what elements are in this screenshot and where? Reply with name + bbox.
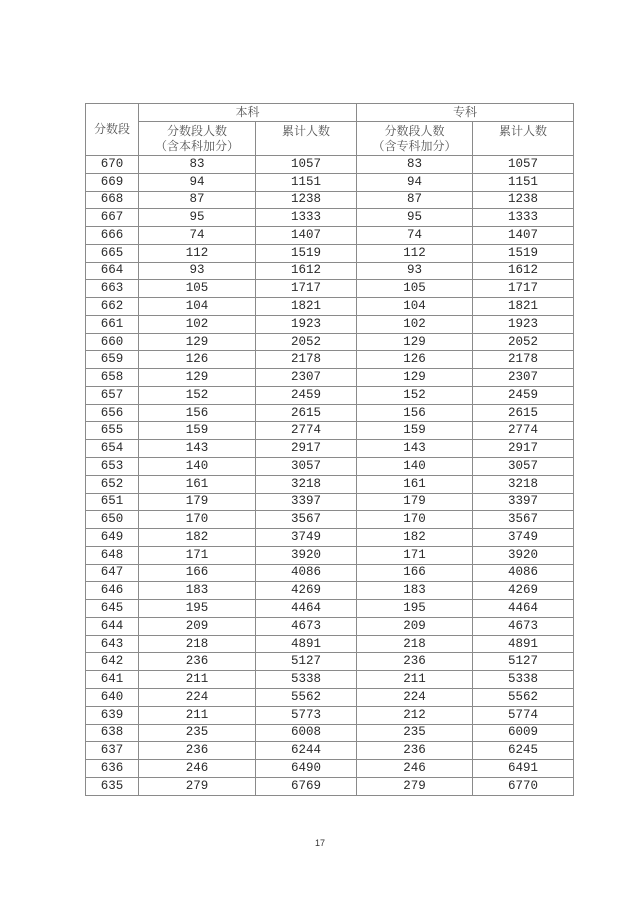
cell-score-band: 643 [86, 635, 139, 653]
cell-junior-count: 224 [357, 688, 473, 706]
cell-junior-cumulative: 3218 [473, 475, 574, 493]
cell-score-band: 668 [86, 191, 139, 209]
cell-undergrad-cumulative: 2178 [256, 351, 357, 369]
cell-junior-cumulative: 2774 [473, 422, 574, 440]
cell-junior-cumulative: 1519 [473, 244, 574, 262]
header-junior-count [357, 122, 473, 156]
cell-junior-cumulative: 2178 [473, 351, 574, 369]
header-junior-count-line1: 分数段人数 [384, 123, 445, 138]
cell-undergrad-cumulative: 2615 [256, 404, 357, 422]
table-row [86, 582, 574, 600]
cell-undergrad-count: 236 [139, 653, 256, 671]
cell-score-band: 650 [86, 511, 139, 529]
cell-undergrad-cumulative: 1151 [256, 173, 357, 191]
cell-undergrad-cumulative: 4891 [256, 635, 357, 653]
cell-undergrad-count: 209 [139, 617, 256, 635]
cell-junior-cumulative: 3397 [473, 493, 574, 511]
cell-undergrad-count: 246 [139, 760, 256, 778]
cell-junior-cumulative: 5774 [473, 706, 574, 724]
cell-undergrad-cumulative: 4673 [256, 617, 357, 635]
cell-undergrad-count: 224 [139, 688, 256, 706]
cell-undergrad-cumulative: 3567 [256, 511, 357, 529]
cell-junior-cumulative: 1717 [473, 280, 574, 298]
header-undergrad-cumulative [256, 122, 357, 156]
cell-undergrad-count: 166 [139, 564, 256, 582]
header-score-band: 分数段 [86, 104, 139, 156]
cell-undergrad-cumulative: 5773 [256, 706, 357, 724]
table-row [86, 262, 574, 280]
cell-junior-cumulative: 1238 [473, 191, 574, 209]
cell-undergrad-count: 140 [139, 458, 256, 476]
header-junior-cumulative [473, 122, 574, 156]
cell-junior-count: 209 [357, 617, 473, 635]
cell-junior-cumulative: 1923 [473, 315, 574, 333]
cell-junior-cumulative: 3749 [473, 529, 574, 547]
cell-score-band: 664 [86, 262, 139, 280]
cell-undergrad-count: 170 [139, 511, 256, 529]
header-undergrad-group: 本科 [139, 104, 357, 122]
cell-undergrad-cumulative: 6244 [256, 742, 357, 760]
cell-undergrad-count: 74 [139, 227, 256, 245]
table-row [86, 386, 574, 404]
table-row [86, 493, 574, 511]
cell-undergrad-cumulative: 5338 [256, 671, 357, 689]
cell-score-band: 635 [86, 777, 139, 795]
cell-junior-count: 279 [357, 777, 473, 795]
cell-undergrad-count: 183 [139, 582, 256, 600]
cell-score-band: 658 [86, 369, 139, 387]
cell-undergrad-cumulative: 1057 [256, 156, 357, 174]
cell-junior-count: 235 [357, 724, 473, 742]
cell-undergrad-cumulative: 2052 [256, 333, 357, 351]
cell-junior-cumulative: 6245 [473, 742, 574, 760]
header-spacer [256, 139, 356, 154]
cell-undergrad-cumulative: 4269 [256, 582, 357, 600]
cell-junior-cumulative: 6491 [473, 760, 574, 778]
cell-junior-count: 183 [357, 582, 473, 600]
table-row [86, 369, 574, 387]
cell-undergrad-cumulative: 6008 [256, 724, 357, 742]
cell-undergrad-cumulative: 3057 [256, 458, 357, 476]
cell-junior-count: 182 [357, 529, 473, 547]
cell-junior-count: 212 [357, 706, 473, 724]
cell-score-band: 666 [86, 227, 139, 245]
cell-score-band: 645 [86, 600, 139, 618]
table-row [86, 315, 574, 333]
table-row [86, 209, 574, 227]
cell-score-band: 638 [86, 724, 139, 742]
header-undergrad-cumulative-label: 累计人数 [282, 123, 331, 138]
table-row [86, 244, 574, 262]
cell-undergrad-cumulative: 4464 [256, 600, 357, 618]
cell-undergrad-cumulative: 6769 [256, 777, 357, 795]
table-row [86, 280, 574, 298]
table-body [86, 156, 574, 796]
table-row [86, 227, 574, 245]
cell-junior-cumulative: 4086 [473, 564, 574, 582]
table-row [86, 742, 574, 760]
cell-score-band: 662 [86, 298, 139, 316]
cell-undergrad-count: 83 [139, 156, 256, 174]
cell-junior-cumulative: 2615 [473, 404, 574, 422]
cell-undergrad-cumulative: 4086 [256, 564, 357, 582]
cell-junior-count: 211 [357, 671, 473, 689]
cell-junior-count: 129 [357, 333, 473, 351]
table-row [86, 351, 574, 369]
cell-score-band: 651 [86, 493, 139, 511]
cell-junior-cumulative: 2307 [473, 369, 574, 387]
cell-score-band: 640 [86, 688, 139, 706]
cell-score-band: 648 [86, 546, 139, 564]
cell-undergrad-count: 129 [139, 369, 256, 387]
cell-junior-cumulative: 4891 [473, 635, 574, 653]
header-undergrad-count-line1: 分数段人数 [166, 123, 227, 138]
cell-score-band: 669 [86, 173, 139, 191]
cell-undergrad-cumulative: 1612 [256, 262, 357, 280]
cell-undergrad-cumulative: 2917 [256, 440, 357, 458]
cell-junior-count: 195 [357, 600, 473, 618]
cell-junior-cumulative: 4673 [473, 617, 574, 635]
cell-junior-cumulative: 3920 [473, 546, 574, 564]
cell-score-band: 653 [86, 458, 139, 476]
cell-undergrad-count: 195 [139, 600, 256, 618]
cell-junior-count: 166 [357, 564, 473, 582]
cell-junior-count: 112 [357, 244, 473, 262]
cell-undergrad-cumulative: 1717 [256, 280, 357, 298]
cell-undergrad-cumulative: 1821 [256, 298, 357, 316]
header-undergrad-count [139, 122, 256, 156]
cell-junior-count: 170 [357, 511, 473, 529]
cell-junior-count: 152 [357, 386, 473, 404]
cell-junior-cumulative: 2052 [473, 333, 574, 351]
cell-undergrad-count: 236 [139, 742, 256, 760]
cell-score-band: 654 [86, 440, 139, 458]
table-row [86, 440, 574, 458]
cell-junior-cumulative: 2459 [473, 386, 574, 404]
cell-junior-cumulative: 1821 [473, 298, 574, 316]
cell-undergrad-cumulative: 3749 [256, 529, 357, 547]
cell-score-band: 637 [86, 742, 139, 760]
cell-undergrad-cumulative: 1519 [256, 244, 357, 262]
cell-undergrad-cumulative: 1333 [256, 209, 357, 227]
cell-junior-cumulative: 1612 [473, 262, 574, 280]
cell-undergrad-count: 279 [139, 777, 256, 795]
cell-undergrad-count: 93 [139, 262, 256, 280]
table-row [86, 760, 574, 778]
cell-undergrad-cumulative: 1238 [256, 191, 357, 209]
cell-junior-cumulative: 3057 [473, 458, 574, 476]
cell-undergrad-count: 143 [139, 440, 256, 458]
cell-junior-count: 93 [357, 262, 473, 280]
table-row [86, 564, 574, 582]
table-row [86, 173, 574, 191]
table-row [86, 475, 574, 493]
cell-undergrad-count: 171 [139, 546, 256, 564]
cell-junior-count: 74 [357, 227, 473, 245]
table-row [86, 706, 574, 724]
table-row [86, 422, 574, 440]
cell-undergrad-cumulative: 5127 [256, 653, 357, 671]
cell-undergrad-cumulative: 2307 [256, 369, 357, 387]
table-row [86, 635, 574, 653]
cell-junior-count: 161 [357, 475, 473, 493]
cell-junior-cumulative: 6770 [473, 777, 574, 795]
table-row [86, 777, 574, 795]
cell-undergrad-cumulative: 6490 [256, 760, 357, 778]
cell-junior-count: 95 [357, 209, 473, 227]
cell-junior-cumulative: 1057 [473, 156, 574, 174]
header-undergrad-count-line2: （含本科加分） [154, 138, 239, 153]
cell-undergrad-count: 211 [139, 706, 256, 724]
cell-undergrad-count: 129 [139, 333, 256, 351]
cell-junior-count: 94 [357, 173, 473, 191]
cell-junior-count: 83 [357, 156, 473, 174]
cell-junior-cumulative: 1407 [473, 227, 574, 245]
cell-junior-count: 236 [357, 742, 473, 760]
cell-score-band: 642 [86, 653, 139, 671]
cell-undergrad-count: 211 [139, 671, 256, 689]
cell-junior-cumulative: 6009 [473, 724, 574, 742]
cell-junior-cumulative: 4269 [473, 582, 574, 600]
cell-undergrad-count: 126 [139, 351, 256, 369]
cell-junior-count: 156 [357, 404, 473, 422]
cell-undergrad-count: 112 [139, 244, 256, 262]
cell-undergrad-count: 87 [139, 191, 256, 209]
cell-undergrad-cumulative: 2459 [256, 386, 357, 404]
page-number: 17 [314, 838, 325, 848]
cell-junior-count: 179 [357, 493, 473, 511]
cell-score-band: 655 [86, 422, 139, 440]
cell-score-band: 636 [86, 760, 139, 778]
cell-junior-count: 143 [357, 440, 473, 458]
header-row-groups [86, 104, 574, 122]
cell-junior-cumulative: 5338 [473, 671, 574, 689]
header-junior-count-line2: （含专科加分） [372, 138, 457, 153]
header-row-columns [86, 122, 574, 156]
cell-undergrad-cumulative: 3920 [256, 546, 357, 564]
cell-score-band: 649 [86, 529, 139, 547]
cell-junior-count: 171 [357, 546, 473, 564]
cell-junior-count: 218 [357, 635, 473, 653]
cell-undergrad-count: 156 [139, 404, 256, 422]
cell-undergrad-count: 105 [139, 280, 256, 298]
cell-score-band: 667 [86, 209, 139, 227]
table-row [86, 724, 574, 742]
table-row [86, 529, 574, 547]
cell-undergrad-count: 102 [139, 315, 256, 333]
cell-junior-count: 140 [357, 458, 473, 476]
cell-junior-cumulative: 2917 [473, 440, 574, 458]
cell-junior-cumulative: 1151 [473, 173, 574, 191]
cell-undergrad-count: 235 [139, 724, 256, 742]
header-junior-group: 专科 [357, 104, 574, 122]
cell-undergrad-count: 94 [139, 173, 256, 191]
cell-junior-count: 87 [357, 191, 473, 209]
cell-junior-count: 102 [357, 315, 473, 333]
cell-undergrad-cumulative: 1923 [256, 315, 357, 333]
cell-score-band: 652 [86, 475, 139, 493]
table-row [86, 511, 574, 529]
table-row [86, 671, 574, 689]
cell-junior-cumulative: 5127 [473, 653, 574, 671]
cell-undergrad-cumulative: 5562 [256, 688, 357, 706]
cell-junior-cumulative: 4464 [473, 600, 574, 618]
cell-score-band: 665 [86, 244, 139, 262]
cell-undergrad-cumulative: 3218 [256, 475, 357, 493]
cell-junior-count: 236 [357, 653, 473, 671]
cell-score-band: 639 [86, 706, 139, 724]
cell-score-band: 661 [86, 315, 139, 333]
table-row [86, 333, 574, 351]
cell-undergrad-count: 179 [139, 493, 256, 511]
table-row [86, 617, 574, 635]
cell-junior-cumulative: 3567 [473, 511, 574, 529]
cell-junior-count: 126 [357, 351, 473, 369]
cell-score-band: 644 [86, 617, 139, 635]
cell-undergrad-count: 218 [139, 635, 256, 653]
cell-score-band: 657 [86, 386, 139, 404]
table-row [86, 404, 574, 422]
cell-undergrad-count: 159 [139, 422, 256, 440]
table-row [86, 600, 574, 618]
cell-score-band: 670 [86, 156, 139, 174]
table-row [86, 653, 574, 671]
cell-score-band: 646 [86, 582, 139, 600]
header-spacer [473, 139, 573, 154]
header-junior-cumulative-label: 累计人数 [499, 123, 548, 138]
cell-undergrad-cumulative: 1407 [256, 227, 357, 245]
table-row [86, 298, 574, 316]
cell-score-band: 660 [86, 333, 139, 351]
table-row [86, 546, 574, 564]
table-row [86, 688, 574, 706]
cell-score-band: 663 [86, 280, 139, 298]
table-row [86, 191, 574, 209]
cell-undergrad-count: 95 [139, 209, 256, 227]
cell-junior-cumulative: 1333 [473, 209, 574, 227]
cell-score-band: 656 [86, 404, 139, 422]
cell-score-band: 659 [86, 351, 139, 369]
cell-junior-count: 129 [357, 369, 473, 387]
table-row [86, 458, 574, 476]
cell-junior-cumulative: 5562 [473, 688, 574, 706]
cell-undergrad-count: 104 [139, 298, 256, 316]
cell-junior-count: 104 [357, 298, 473, 316]
cell-undergrad-count: 182 [139, 529, 256, 547]
cell-score-band: 647 [86, 564, 139, 582]
cell-junior-count: 159 [357, 422, 473, 440]
cell-junior-count: 246 [357, 760, 473, 778]
cell-undergrad-cumulative: 2774 [256, 422, 357, 440]
cell-undergrad-count: 152 [139, 386, 256, 404]
cell-undergrad-cumulative: 3397 [256, 493, 357, 511]
table-row [86, 156, 574, 174]
cell-score-band: 641 [86, 671, 139, 689]
cell-junior-count: 105 [357, 280, 473, 298]
cell-undergrad-count: 161 [139, 475, 256, 493]
score-distribution-table [85, 103, 574, 796]
